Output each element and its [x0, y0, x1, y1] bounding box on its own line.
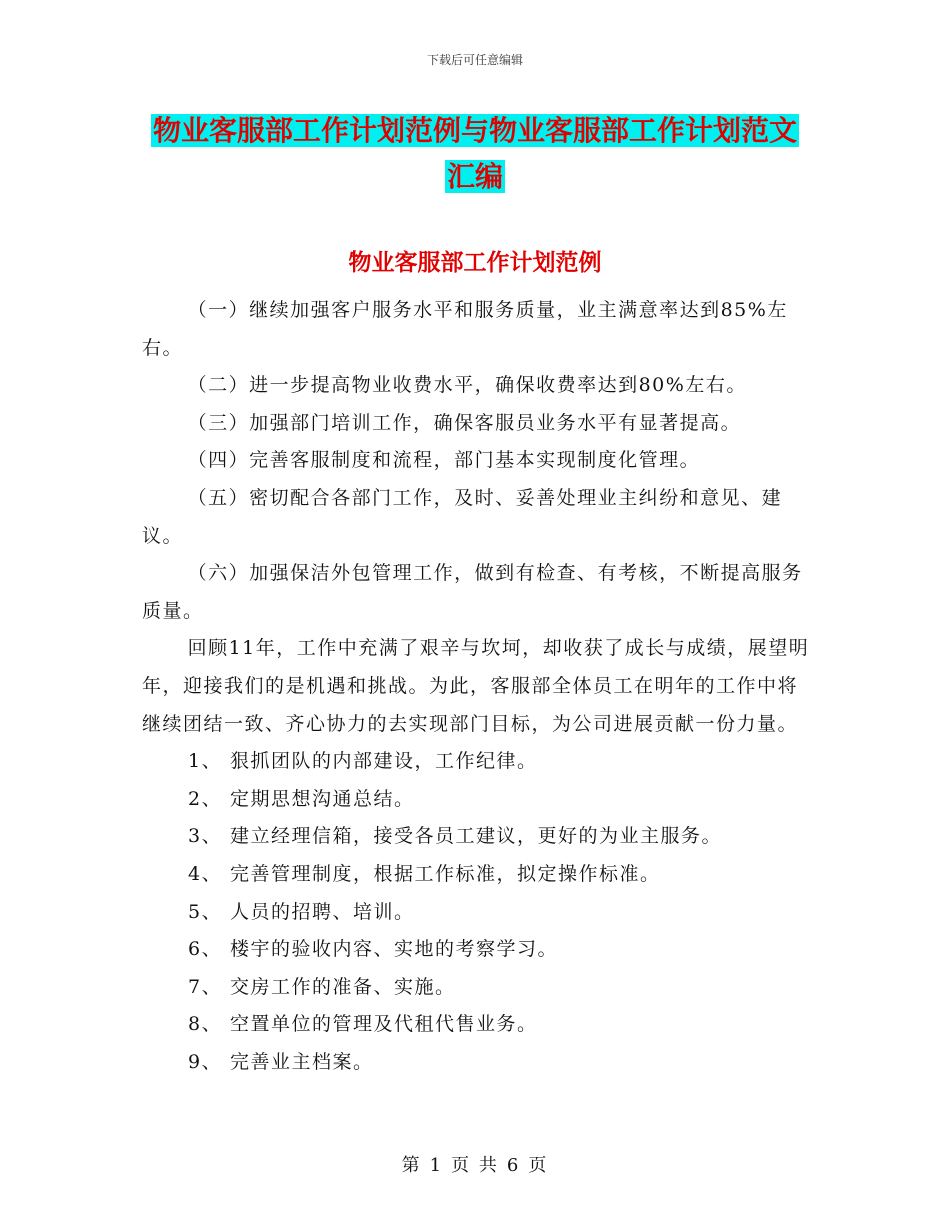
paragraph-5: （五）密切配合各部门工作，及时、妥善处理业主纠纷和意见、建议。	[142, 486, 783, 547]
list-item-number: 9、	[188, 1050, 223, 1073]
list-item-text: 建立经理信箱，接受各员工建议，更好的为业主服务。	[230, 825, 723, 848]
list-item-number: 4、	[188, 862, 223, 885]
list-item-number: 8、	[188, 1013, 223, 1036]
list-item	[142, 969, 812, 1007]
footer-current-page: 1	[429, 1155, 444, 1176]
document-title-line1: 物业客服部工作计划范例与物业客服部工作计划范文	[152, 114, 797, 147]
paragraph-6: （六）加强保洁外包管理工作，做到有检查、有考核，不断提高服务质量。	[142, 562, 803, 622]
document-title-line2: 汇编	[446, 160, 503, 193]
footer-total-pages: 6	[506, 1155, 521, 1176]
list-item-text: 楼宇的验收内容、实地的考察学习。	[230, 938, 559, 961]
page-header-note: 下载后可任意编辑	[426, 53, 523, 67]
paragraph-4: （四）完善客服制度和流程，部门基本实现制度化管理。	[187, 449, 701, 472]
list-item	[142, 1044, 812, 1082]
list-item	[142, 856, 812, 894]
list-item-text: 完善管理制度，根据工作标准，拟定操作标准。	[230, 862, 661, 885]
list-item	[142, 818, 812, 856]
paragraph-7: 回顾11年，工作中充满了艰辛与坎坷，却收获了成长与成绩，展望明年，迎接我们的是机遇和挑战。为此，客服部全体员工在明年的工作中将继续团结一致、齐心协力的去实现部门目标，为公司进展贡献一份力量。	[142, 637, 810, 735]
list-item-text: 定期思想沟通总结。	[230, 787, 415, 810]
page-number-footer	[0, 1154, 950, 1178]
footer-suffix: 页	[528, 1155, 549, 1176]
list-item	[142, 781, 812, 819]
list-item-text: 完善业主档案。	[230, 1050, 374, 1073]
paragraph-2: （二）进一步提高物业收费水平，确保收费率达到80%左右。	[187, 374, 747, 397]
list-item-text: 人员的招聘、培训。	[230, 900, 415, 923]
list-item	[142, 743, 812, 781]
list-item-number: 2、	[188, 787, 223, 810]
list-item	[142, 931, 812, 969]
list-item-number: 3、	[188, 825, 223, 848]
list-item	[142, 894, 812, 932]
document-title	[140, 108, 810, 200]
list-item-number: 7、	[188, 975, 223, 998]
paragraph-1: （一）继续加强客户服务水平和服务质量，业主满意率达到85%左右。	[142, 299, 788, 359]
document-body	[142, 292, 812, 1081]
list-item-text: 狠抓团队的内部建设，工作纪律。	[230, 750, 538, 773]
paragraph-3: （三）加强部门培训工作，确保客服员业务水平有显著提高。	[187, 411, 742, 434]
section-title: 物业客服部工作计划范例	[348, 250, 602, 276]
list-item-number: 1、	[188, 750, 223, 773]
list-item	[142, 1006, 812, 1044]
list-item-text: 交房工作的准备、实施。	[230, 975, 456, 998]
footer-middle: 页 共	[451, 1155, 499, 1176]
list-item-number: 5、	[188, 900, 223, 923]
list-item-number: 6、	[188, 938, 223, 961]
footer-prefix: 第	[401, 1155, 422, 1176]
list-item-text: 空置单位的管理及代租代售业务。	[230, 1013, 538, 1036]
